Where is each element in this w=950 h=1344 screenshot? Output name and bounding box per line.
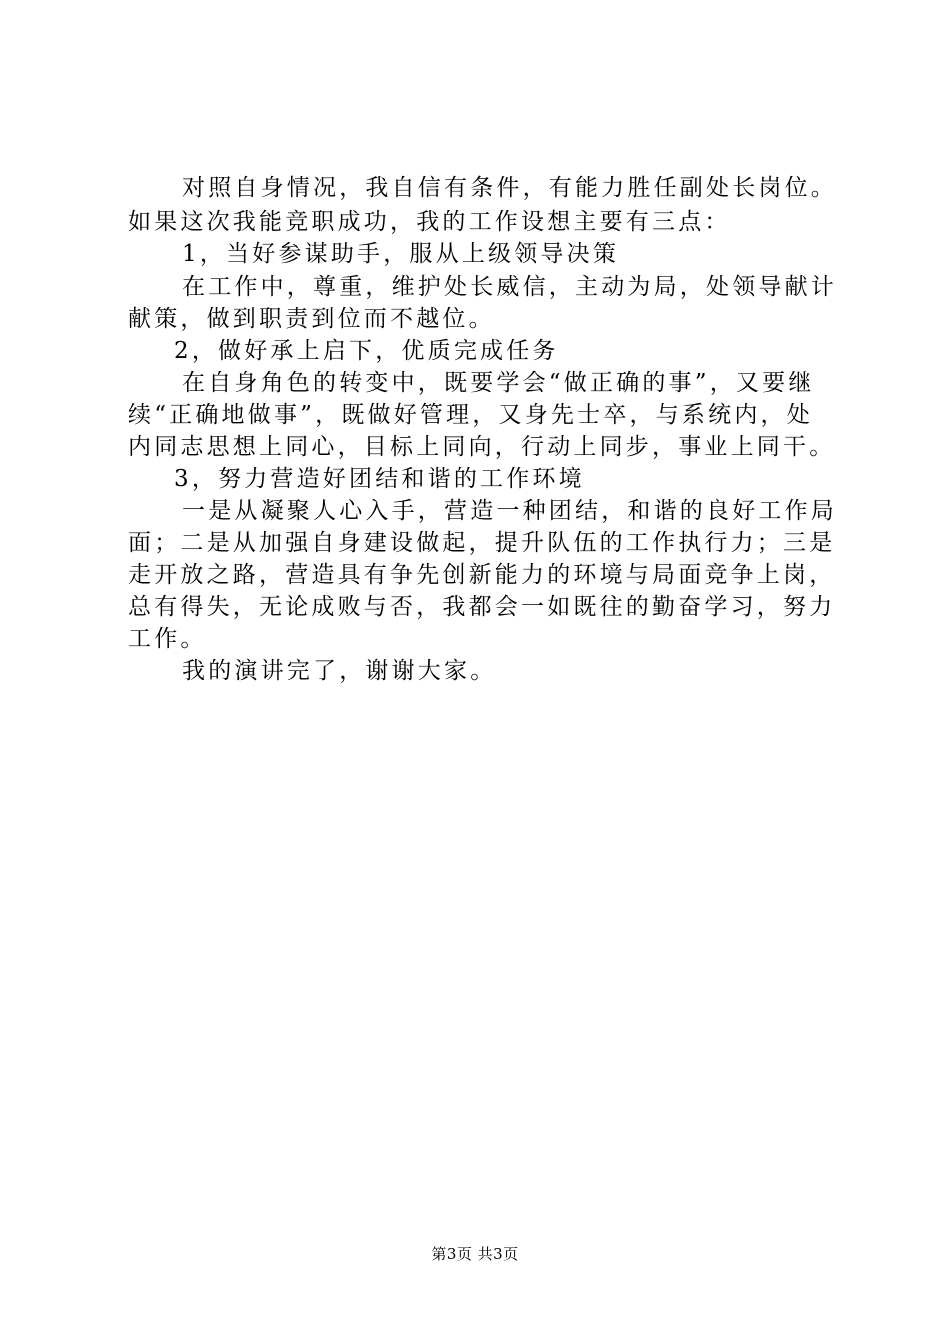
paragraph-line: 工作。 bbox=[128, 626, 207, 652]
section-heading: 3，努力营造好团结和谐的工作环境 bbox=[174, 466, 585, 492]
paragraph-line: 如果这次我能竞职成功，我的工作设想主要有三点： bbox=[128, 209, 731, 235]
page-number-footer: 第3页 共3页 bbox=[431, 1245, 519, 1263]
paragraph-line: 在工作中，尊重，维护处长威信，主动为局，处领导献计 bbox=[182, 274, 837, 300]
closing-line: 我的演讲完了，谢谢大家。 bbox=[182, 658, 497, 684]
paragraph-line: 面；二是从加强自身建设做起，提升队伍的工作执行力；三是 bbox=[128, 530, 836, 556]
paragraph-line: 内同志思想上同心，目标上同向，行动上同步，事业上同干。 bbox=[128, 434, 836, 460]
paragraph-line: 续“正确地做事”，既做好管理，又身先士卒，与系统内，处 bbox=[128, 402, 813, 428]
paragraph-line: 总有得失，无论成败与否，我都会一如既往的勤奋学习，努力 bbox=[128, 594, 836, 620]
paragraph-line: 献策，做到职责到位而不越位。 bbox=[128, 306, 495, 332]
paragraph-line: 对照自身情况，我自信有条件，有能力胜任副处长岗位。 bbox=[182, 175, 837, 201]
paragraph-line: 在自身角色的转变中，既要学会“做正确的事”，又要继 bbox=[182, 370, 815, 396]
section-heading: 1，当好参谋助手，服从上级领导决策 bbox=[182, 241, 620, 267]
paragraph-line: 走开放之路，营造具有争先创新能力的环境与局面竞争上岗， bbox=[128, 562, 836, 588]
paragraph-line: 一是从凝聚人心入手，营造一种团结，和谐的良好工作局 bbox=[182, 498, 837, 524]
section-heading: 2，做好承上启下，优质完成任务 bbox=[174, 338, 559, 364]
